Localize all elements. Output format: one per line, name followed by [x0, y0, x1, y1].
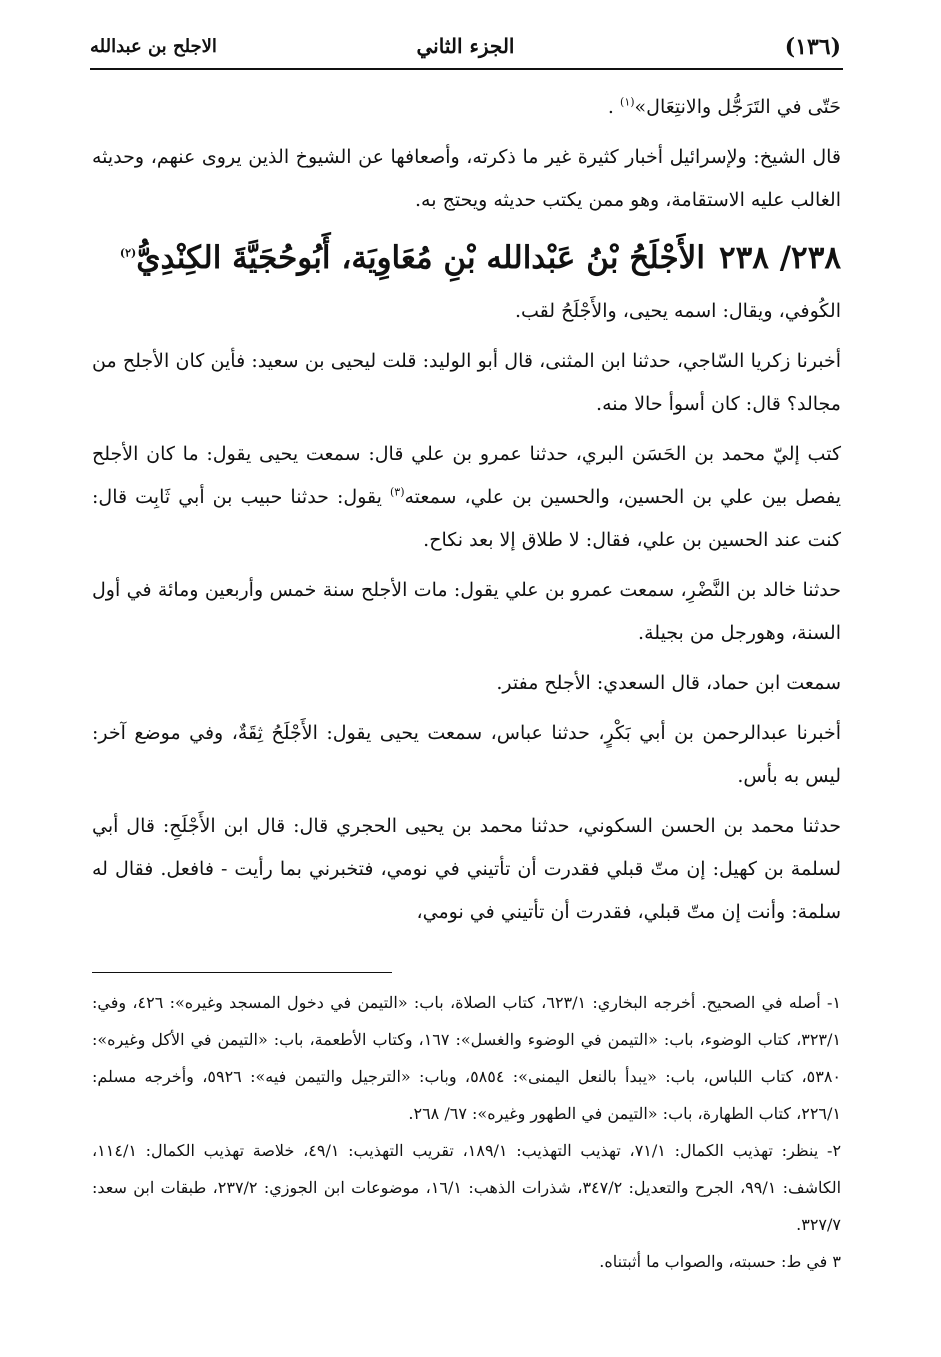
entry-title: الأَجْلَحُ بْنُ عَبْدالله بْنِ مُعَاوِيَة، أَبُوحُجَيَّةَ الكِنْدِيُّ — [136, 240, 705, 276]
header-rule — [90, 68, 843, 70]
part-title: الجزء الثاني — [416, 34, 515, 58]
footnote-1: ١- أصله في الصحيح. أخرجه البخاري: ٦٢٣/١، كتاب الصلاة، باب: «التيمن في دخول المسجد وغيره»: ٤٢٦، وفي: ٣٢٣/١، كتاب الوضوء، باب: «التيمن في الوضوء والغسل»: ١٦٧، وكتاب الأطعمة، باب: «التيمن في الأكل وغيره»: ٥٣٨٠، كتاب اللباس، باب: «يبدأ بالنعل اليمنى»: ٥٨٥٤، وباب: «الترجيل والتيمن فيه»: ٥٩٢٦، وأخرجه مسلم: ٢٢٦/١، كتاب الطهارة، باب: «التيمن في الطهور وغيره»: ٦٧/ ٢٦٨. — [92, 993, 842, 1123]
page-number: (١٣٦) — [784, 34, 841, 60]
paragraph: حدثنا خالد بن النَّضْرِ، سمعت عمرو بن علي يقول: مات الأجلح سنة خمس وأربعين ومائة في أول السنة، وهورجل من بجيلة. — [92, 579, 841, 644]
paragraph: قال الشيخ: ولإسرائيل أخبار كثيرة غير ما ذكرته، وأصعافها عن الشيوخ الذين يروى عنهم، وحديثه الغالب عليه الاستقامة، وهو ممن يكتب حديثه ويحتج به. — [92, 146, 841, 211]
running-header — [90, 30, 841, 66]
footnote-ref-1: (١) — [620, 95, 635, 109]
paragraph-text: . — [607, 96, 621, 118]
footnote-ref-2: (٢) — [119, 246, 137, 260]
paragraph — [92, 433, 841, 562]
paragraph: سمعت ابن حماد، قال السعدي: الأجلح مفتر. — [496, 672, 841, 694]
entry-number: ٢٣٨/ ٢٣٨ — [718, 240, 841, 276]
entry-heading — [92, 228, 841, 288]
footnotes — [92, 984, 841, 1280]
footnote-3: ٣ في ط: حسبته، والصواب ما أثبتناه. — [599, 1252, 841, 1271]
footnote-2: ٢- ينظر: تهذيب الكمال: ٧١/١، تهذيب التهذيب: ١٨٩/١، تقريب التهذيب: ٤٩/١، خلاصة تهذيب الكمال: ١١٤/١، الكاشف: ٩٩/١، الجرح والتعديل: ٣٤٧/٢، شذرات الذهب: ١٦/١، موضوعات ابن الجوزي: ٢٣٧/٢، طبقات ابن سعد: ٣٢٧/٧. — [92, 1141, 842, 1234]
paragraph: أخبرنا عبدالرحمن بن أبي بَكْرٍ، حدثنا عباس، سمعت يحيى يقول: الأَجْلَحُ ثِقَةٌ، وفي موضع آخر: ليس به بأس. — [92, 722, 841, 787]
footnote-ref-3: (٣) — [389, 485, 405, 499]
paragraph: أخبرنا زكريا السّاجي، حدثنا ابن المثنى، قال أبو الوليد: قلت ليحيى بن سعيد: فأين كان الأجلح من مجالد؟ قال: كان أسوأ حالا منه. — [92, 350, 841, 415]
paragraph-text: حَتّى في التَرَجُّل والانتِعَال» — [634, 96, 841, 118]
entry-running-title: الاجلح بن عبدالله — [90, 36, 217, 57]
paragraph-text: يقول: حدثنا حبيب بن أبي ثَابِت قال: كنت عند الحسين بن علي، فقال: لا طلاق إلا بعد نكاح. — [92, 486, 841, 551]
footnote-rule — [92, 972, 392, 973]
paragraph: الكُوفي، ويقال: اسمه يحيى، والأَجْلَحُ لقب. — [514, 300, 841, 322]
main-text — [92, 86, 841, 934]
paragraph — [92, 86, 841, 129]
paragraph: حدثنا محمد بن الحسن السكوني، حدثنا محمد بن يحيى الحجري قال: قال ابن الأَجْلَحِ: قال أبي لسلمة بن كهيل: إن متّ قبلي فقدرت أن تأتيني في نومي، فتخبرني بما رأيت - فافعل. فقال له سلمة: وأنت إن متّ قبلي، فقدرت أن تأتيني في نومي، — [92, 815, 841, 923]
paragraph-text: كتب إليّ محمد بن الحَسَن البري، حدثنا عمرو بن علي قال: سمعت يحيى يقول: ما كان الأجلح يفصل بين علي بن الحسين، والحسين بن علي، سمعته — [92, 443, 841, 508]
